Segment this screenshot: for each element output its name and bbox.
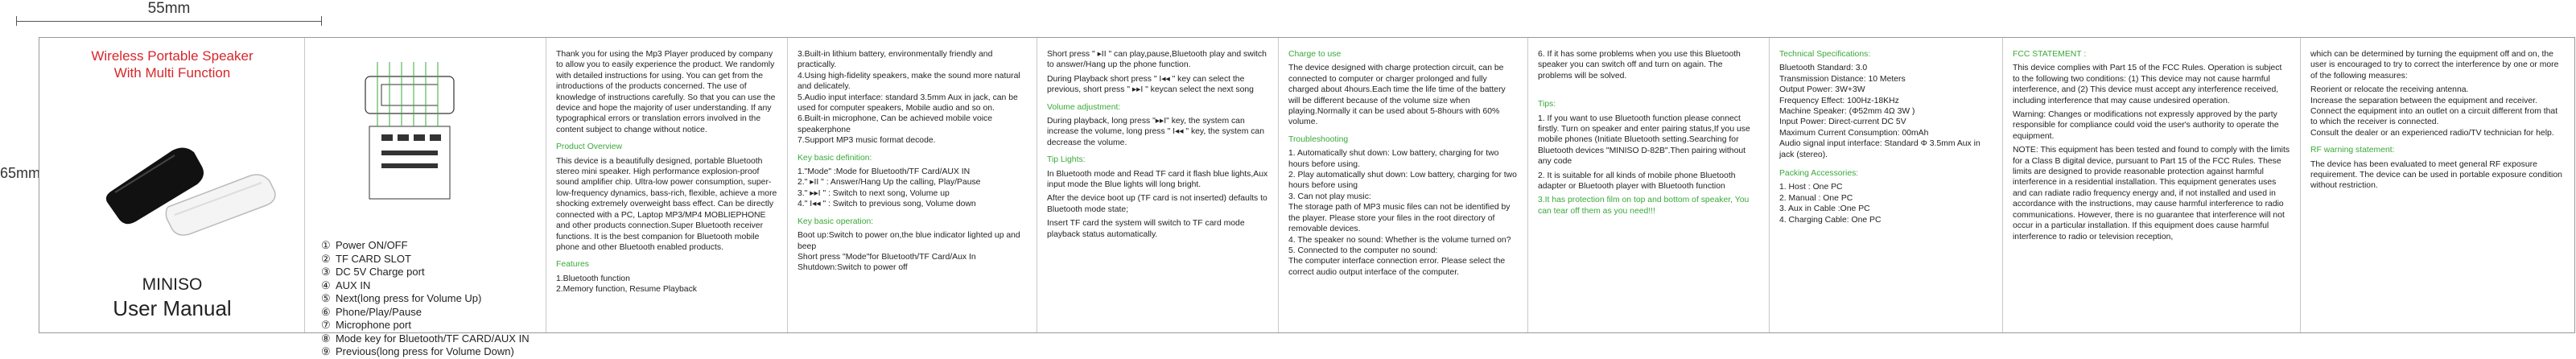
list-item: 4." I◂◂ " : Switch to previous song, Volume down — [798, 200, 976, 209]
list-item: ② TF CARD SLOT — [321, 252, 411, 265]
key-operation-list — [798, 230, 1027, 274]
white-speaker-image — [160, 159, 281, 239]
features-cont-list — [798, 49, 1027, 146]
list-item: Boot up:Switch to power on,the blue indicator lighted up and beep — [798, 231, 1020, 251]
list-item: 3.Built-in lithium battery, environmentally friendly and practically. — [798, 50, 993, 70]
rf-text: The device has been evaluated to meet general RF exposure requirement. The device can be used in portable exposure condition without restriction. — [2310, 159, 2562, 191]
list-item: 7.Support MP3 music format decode. — [798, 136, 936, 146]
list-item: Bluetooth Standard: 3.0 — [1779, 64, 1868, 73]
manual-title: User Manual — [113, 296, 232, 320]
intro-text: Thank you for using the Mp3 Player produced by company to allow you to easily experience the product. We randomly with detailed instructions for using. You can get from the introductions of the products concerned. The use of knowledge of instructions carefully. So that you can use the device and hope the majority of user understanding. If any typographical errors or translation errors involved in the content subject to change without notice. — [556, 50, 776, 134]
specs-list — [1779, 63, 1993, 160]
width-tick-right — [321, 16, 322, 26]
play-text: Short press " ▸II " can play,pause,Bluetooth play and switch to answer/Hang up the phone function. — [1047, 50, 1267, 70]
fcc-heading: FCC STATEMENT : — [2013, 50, 2087, 59]
rf-heading: RF warning statement: — [2310, 146, 2395, 155]
cover-title-line1: Wireless Portable Speaker — [91, 48, 253, 64]
cover-panel — [39, 38, 305, 332]
keys-panel — [788, 38, 1037, 332]
cover-title-line2: With Multi Function — [113, 65, 231, 80]
measures-list — [2310, 85, 2565, 138]
speaker-controls-diagram — [349, 62, 470, 215]
list-item: 5.Audio input interface: standard 3.5mm Aux in jack, can be used for computer speakers, Mobile audio and so on. — [798, 93, 1018, 113]
list-item: 4.Using high-fidelity speakers, make the sound more natural and delicately. — [798, 71, 1020, 92]
list-item: Frequency Effect: 100Hz-18KHz — [1779, 96, 1899, 105]
brand-name: MINISO — [142, 275, 203, 294]
width-dimension — [16, 0, 322, 24]
tips-text-1: 1. If you want to use Bluetooth function please connect firstly. Turn on speaker and enter pairing status,If you use mobile phones (Initiate Bluetooth setting.Searching for Bluetooth devices "MINISO D-82B".Then pairing without any code — [1538, 113, 1750, 167]
key-definition-heading: Key basic definition: — [798, 153, 872, 163]
packing-heading: Packing Accessories: — [1779, 169, 1859, 179]
fcc-note: NOTE: This equipment has been tested and found to comply with the limits for a Class B digital device, pursuant to Part 15 of the FCC Rules. These limits are designed to provide reasonable protection against harmful interference in a residential installation. This equipment generates uses and can radiate radio frequency energy and, if not installed and used in accordance with the instructions, may cause harmful interference to radio communications. However, there is no guarantee that interference will not occur in a particular installation. If this equipment does cause harmful interference to radio or television reception, — [2013, 146, 2290, 241]
playback-panel — [1037, 38, 1279, 332]
list-item: 2.Memory function, Resume Playback — [556, 285, 697, 295]
list-item: 4. Charging Cable: One PC — [1779, 215, 1882, 225]
list-item: ⑨ Previous(long press for Volume Down) — [321, 345, 514, 357]
restart-text: 6. If it has some problems when you use this Bluetooth speaker you can switch off and turn on again. The problems will be solved. — [1538, 50, 1741, 80]
list-item: Increase the separation between the equipment and receiver. — [2310, 96, 2537, 105]
tips-heading: Tips: — [1538, 100, 1556, 109]
tips-panel — [1528, 38, 1770, 332]
list-item: 2. Manual : One PC — [1779, 193, 1853, 203]
intro-panel — [546, 38, 788, 332]
tip-lights-text-3: Insert TF card the system will switch to TF card mode playback status automatically. — [1047, 219, 1245, 239]
list-item: ④ AUX IN — [321, 279, 371, 291]
list-item: Shutdown:Switch to power off — [798, 263, 908, 273]
fcc-panel — [2003, 38, 2301, 332]
list-item: 1. Host : One PC — [1779, 183, 1843, 192]
list-item: 3." ▸▸I " : Switch to next song, Volume up — [798, 188, 950, 198]
list-item: Input Power: Direct-current DC 5V — [1779, 118, 1906, 127]
width-line — [16, 21, 322, 22]
list-item: ⑤ Next(long press for Volume Up) — [321, 292, 482, 304]
key-operation-heading: Key basic operation: — [798, 217, 874, 226]
charge-panel — [1279, 38, 1528, 332]
specs-heading: Technical Specifications: — [1779, 50, 1871, 59]
troubleshooting-list — [1288, 148, 1518, 278]
list-item: Audio signal input interface: Standard Φ 3.5mm Aux in jack (stereo). — [1779, 139, 1980, 159]
cover-title — [39, 47, 305, 81]
list-item: Output Power: 3W+3W — [1779, 85, 1865, 95]
list-item: Short press "Mode"for Bluetooth/TF Card/Aux In — [798, 252, 976, 262]
charge-text: The device designed with charge protection circuit, can be connected to computer or charger prolonged and fully charged about 4hours.Each time the life time of the battery will be different because of the volume size when playing.Normally it can be used about 5-8hours with 60% volume. — [1288, 64, 1506, 127]
list-item: Reorient or relocate the receiving antenna. — [2310, 85, 2469, 95]
packing-list — [1779, 182, 1993, 225]
tips-text-3: 3.It has protection film on top and bottom of speaker, You can tear off them as you need!!! — [1538, 196, 1750, 216]
list-item: The storage path of MP3 music files can not be identified by the player. Please store your files in the root directory of removable devices. — [1288, 203, 1511, 234]
specs-panel — [1770, 38, 2003, 332]
volume-text: During playback, long press "▸▸I" key, the system can increase the volume, long press " I◂◂ " key, the system can decrease the volume. — [1047, 117, 1264, 147]
fcc-warning: Warning: Changes or modifications not expressly approved by the party responsible for compliance could void the user's authority to operate the equipment. — [2013, 110, 2279, 141]
list-item: 2." ▸II " : Answer/Hang Up the calling, Play/Pause — [798, 178, 981, 188]
list-item: Connect the equipment into an outlet on a circuit different from that to which the receiver is connected. — [2310, 107, 2558, 127]
list-item: 1. Automatically shut down: Low battery, charging for two hours before using. — [1288, 149, 1499, 169]
list-item: Transmission Distance: 10 Meters — [1779, 74, 1906, 84]
width-label: 55mm — [147, 0, 191, 17]
list-item: Machine Speaker: (Φ52mm 4Ω 3W ) — [1779, 107, 1915, 117]
charge-heading: Charge to use — [1288, 50, 1342, 59]
list-item: 5. Connected to the computer no sound: — [1288, 246, 1438, 255]
list-item: ① Power ON/OFF — [321, 239, 408, 251]
troubleshooting-heading: Troubleshooting — [1288, 134, 1349, 144]
tips-text-2: 2. It is suitable for all kinds of mobile phone Bluetooth adapter or Bluetooth player with Bluetooth function — [1538, 171, 1736, 192]
controls-list — [321, 239, 530, 359]
list-item: The computer interface connection error. Please select the correct audio output interface of the computer. — [1288, 257, 1506, 277]
volume-heading: Volume adjustment: — [1047, 102, 1121, 112]
fcc-continued: which can be determined by turning the equipment off and on, the user is encouraged to try to correct the interference by one or more of the following measures: — [2310, 50, 2559, 80]
fcc-text: This device complies with Part 15 of the FCC Rules. Operation is subject to the following two conditions: (1) This device may not cause harmful interference, and (2) This device must accept any interference received, including interference that may cause undesired operation. — [2013, 64, 2282, 105]
features-heading: Features — [556, 260, 590, 270]
list-item: Consult the dealer or an experienced radio/TV technician for help. — [2310, 128, 2554, 138]
list-item: 3. Aux in Cable :One PC — [1779, 204, 1870, 214]
width-tick-left — [16, 16, 17, 26]
rf-panel — [2301, 38, 2574, 332]
height-label: 65mm — [0, 165, 41, 181]
list-item: ⑥ Phone/Play/Pause — [321, 305, 422, 318]
list-item: 3. Can not play music: — [1288, 192, 1371, 201]
list-item: 1.Bluetooth function — [556, 274, 630, 283]
overview-text: This device is a beautifully designed, portable Bluetooth stereo mini speaker. High performance explosion-proof sound amplifier chip. Ultra-low power consumption, super-low-frequency dynamics, bass-rich, flexible, achieve a more shocking extremely overweight bass effect. Can be directly connected with a PC, Laptop MP3/MP4 MOBLIEPHONE and other products connection.Super Bluetooth receiver functions. It is the best companion for Bluetooth mobile phone and other Bluetooth enabled products. — [556, 156, 777, 252]
list-item: 4. The speaker no sound: Whether is the volume turned on? — [1288, 235, 1511, 245]
overview-heading: Product Overview — [556, 142, 622, 152]
list-item: ⑧ Mode key for Bluetooth/TF CARD/AUX IN — [321, 332, 530, 345]
list-item: Maximum Current Consumption: 00mAh — [1779, 128, 1929, 138]
list-item: ③ DC 5V Charge port — [321, 266, 425, 278]
height-dimension — [0, 36, 41, 334]
list-item: 1."Mode" :Mode for Bluetooth/TF Card/AUX IN — [798, 167, 971, 177]
track-text: During Playback short press " I◂◂ " key can select the previous, short press " ▸▸I " keycan select the next song — [1047, 74, 1254, 95]
features-list — [556, 274, 777, 295]
list-item: ⑦ Microphone port — [321, 319, 411, 331]
tip-lights-text: In Bluetooth mode and Read TF card it flash blue lights,Aux input mode the Blue lights will long bright. — [1047, 169, 1268, 190]
tip-lights-text-2: After the device boot up (TF card is not inserted) defaults to Bluetooth mode state; — [1047, 194, 1267, 214]
key-definition-list — [798, 167, 1027, 210]
tip-lights-heading: Tip Lights: — [1047, 155, 1086, 165]
list-item: 2. Play automatically shut down: Low battery, charging for two hours before using — [1288, 171, 1517, 191]
manual-sheet — [39, 37, 2575, 357]
list-item: 6.Built-in microphone, Can be achieved mobile voice speakerphone — [798, 114, 993, 134]
diagram-panel — [305, 38, 546, 357]
